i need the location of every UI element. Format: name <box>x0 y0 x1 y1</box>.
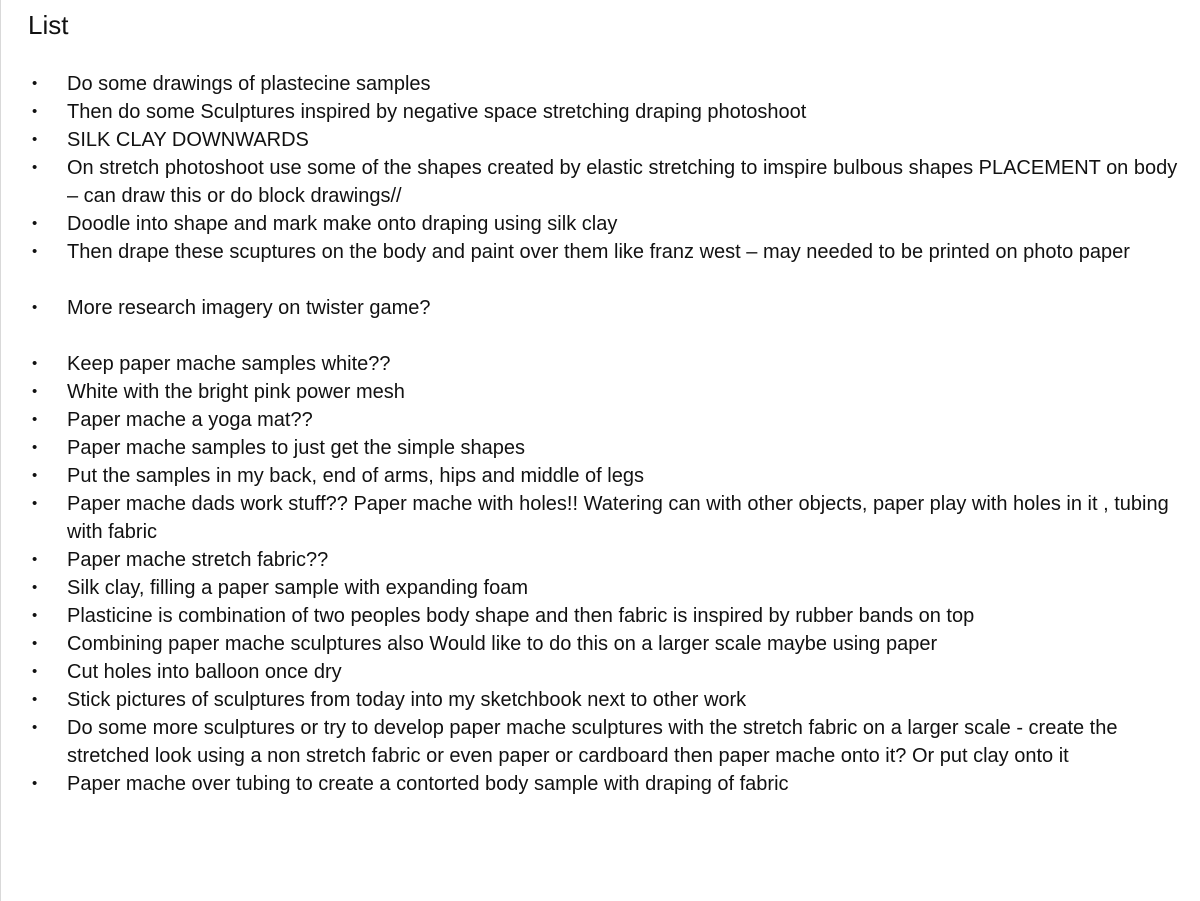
bullet-glyph: • <box>32 411 38 428</box>
list-item-text: Paper mache dads work stuff?? Paper mache with holes!! Watering can with other objects, paper play with holes in it , tubing with fabric <box>67 493 1169 543</box>
list-item-text: Plasticine is combination of two peoples body shape and then fabric is inspired by rubber bands on top <box>67 605 975 627</box>
list-item <box>1 98 1200 126</box>
bullet-glyph: • <box>32 607 38 624</box>
list-item-text: Then drape these scuptures on the body and paint over them like franz west – may needed to be printed on photo paper <box>67 241 1130 263</box>
list-item-text: Do some drawings of plastecine samples <box>67 73 431 95</box>
list-item <box>1 462 1200 490</box>
list-item <box>1 406 1200 434</box>
bullet-glyph: • <box>32 775 38 792</box>
bullet-glyph: • <box>32 131 38 148</box>
list-item <box>1 546 1200 574</box>
list-item-text: Cut holes into balloon once dry <box>67 661 342 683</box>
list-item <box>1 350 1200 378</box>
list-item-text: Paper mache a yoga mat?? <box>67 409 313 431</box>
bullet-glyph: • <box>32 215 38 232</box>
list-item-text: More research imagery on twister game? <box>67 297 431 319</box>
bullet-glyph: • <box>32 75 38 92</box>
bullet-glyph: • <box>32 467 38 484</box>
list-item-text: Doodle into shape and mark make onto draping using silk clay <box>67 213 618 235</box>
list-item <box>1 126 1200 154</box>
list-item <box>1 686 1200 714</box>
list-item <box>1 602 1200 630</box>
list-item-text: Stick pictures of sculptures from today into my sketchbook next to other work <box>67 689 747 711</box>
bullet-glyph: • <box>32 159 38 176</box>
bullet-glyph: • <box>32 719 38 736</box>
list-item-text: Put the samples in my back, end of arms, hips and middle of legs <box>67 465 644 487</box>
list-item-text: White with the bright pink power mesh <box>67 381 405 403</box>
bullet-list <box>1 70 1200 798</box>
list-item-text: On stretch photoshoot use some of the shapes created by elastic stretching to imspire bulbous shapes PLACEMENT on body – can draw this or do block drawings// <box>67 157 1178 207</box>
list-item-text: Paper mache samples to just get the simple shapes <box>67 437 526 459</box>
page-title: List <box>28 10 69 40</box>
list-item <box>1 294 1200 322</box>
bullet-glyph: • <box>32 299 38 316</box>
bullet-glyph: • <box>32 635 38 652</box>
list-item <box>1 630 1200 658</box>
list-item <box>1 770 1200 798</box>
list-item <box>1 490 1200 546</box>
bullet-glyph: • <box>32 663 38 680</box>
list-item-text: Silk clay, filling a paper sample with expanding foam <box>67 577 528 599</box>
bullet-glyph: • <box>32 243 38 260</box>
list-item <box>1 714 1200 770</box>
list-item-text: Paper mache stretch fabric?? <box>67 549 329 571</box>
bullet-glyph: • <box>32 103 38 120</box>
list-item <box>1 434 1200 462</box>
bullet-glyph: • <box>32 439 38 456</box>
bullet-glyph: • <box>32 355 38 372</box>
list-item-text: Paper mache over tubing to create a contorted body sample with draping of fabric <box>67 773 789 795</box>
list-item <box>1 70 1200 98</box>
list-item-text: Do some more sculptures or try to develop paper mache sculptures with the stretch fabric on a larger scale - create the stretched look using a non stretch fabric or even paper or cardboard then paper mache onto it? Or put clay onto it <box>67 717 1118 767</box>
list-item <box>1 210 1200 238</box>
list-item <box>1 658 1200 686</box>
bullet-glyph: • <box>32 579 38 596</box>
list-item-text: SILK CLAY DOWNWARDS <box>67 129 309 151</box>
list-item <box>1 378 1200 406</box>
list-item <box>1 574 1200 602</box>
bullet-glyph: • <box>32 551 38 568</box>
list-item <box>1 154 1200 210</box>
list-item-text: Keep paper mache samples white?? <box>67 353 391 375</box>
bullet-glyph: • <box>32 383 38 400</box>
bullet-glyph: • <box>32 495 38 512</box>
list-item-text: Then do some Sculptures inspired by negative space stretching draping photoshoot <box>67 101 807 123</box>
bullet-glyph: • <box>32 691 38 708</box>
list-item-text: Combining paper mache sculptures also Would like to do this on a larger scale maybe using paper <box>67 633 938 655</box>
list-item <box>1 238 1200 266</box>
